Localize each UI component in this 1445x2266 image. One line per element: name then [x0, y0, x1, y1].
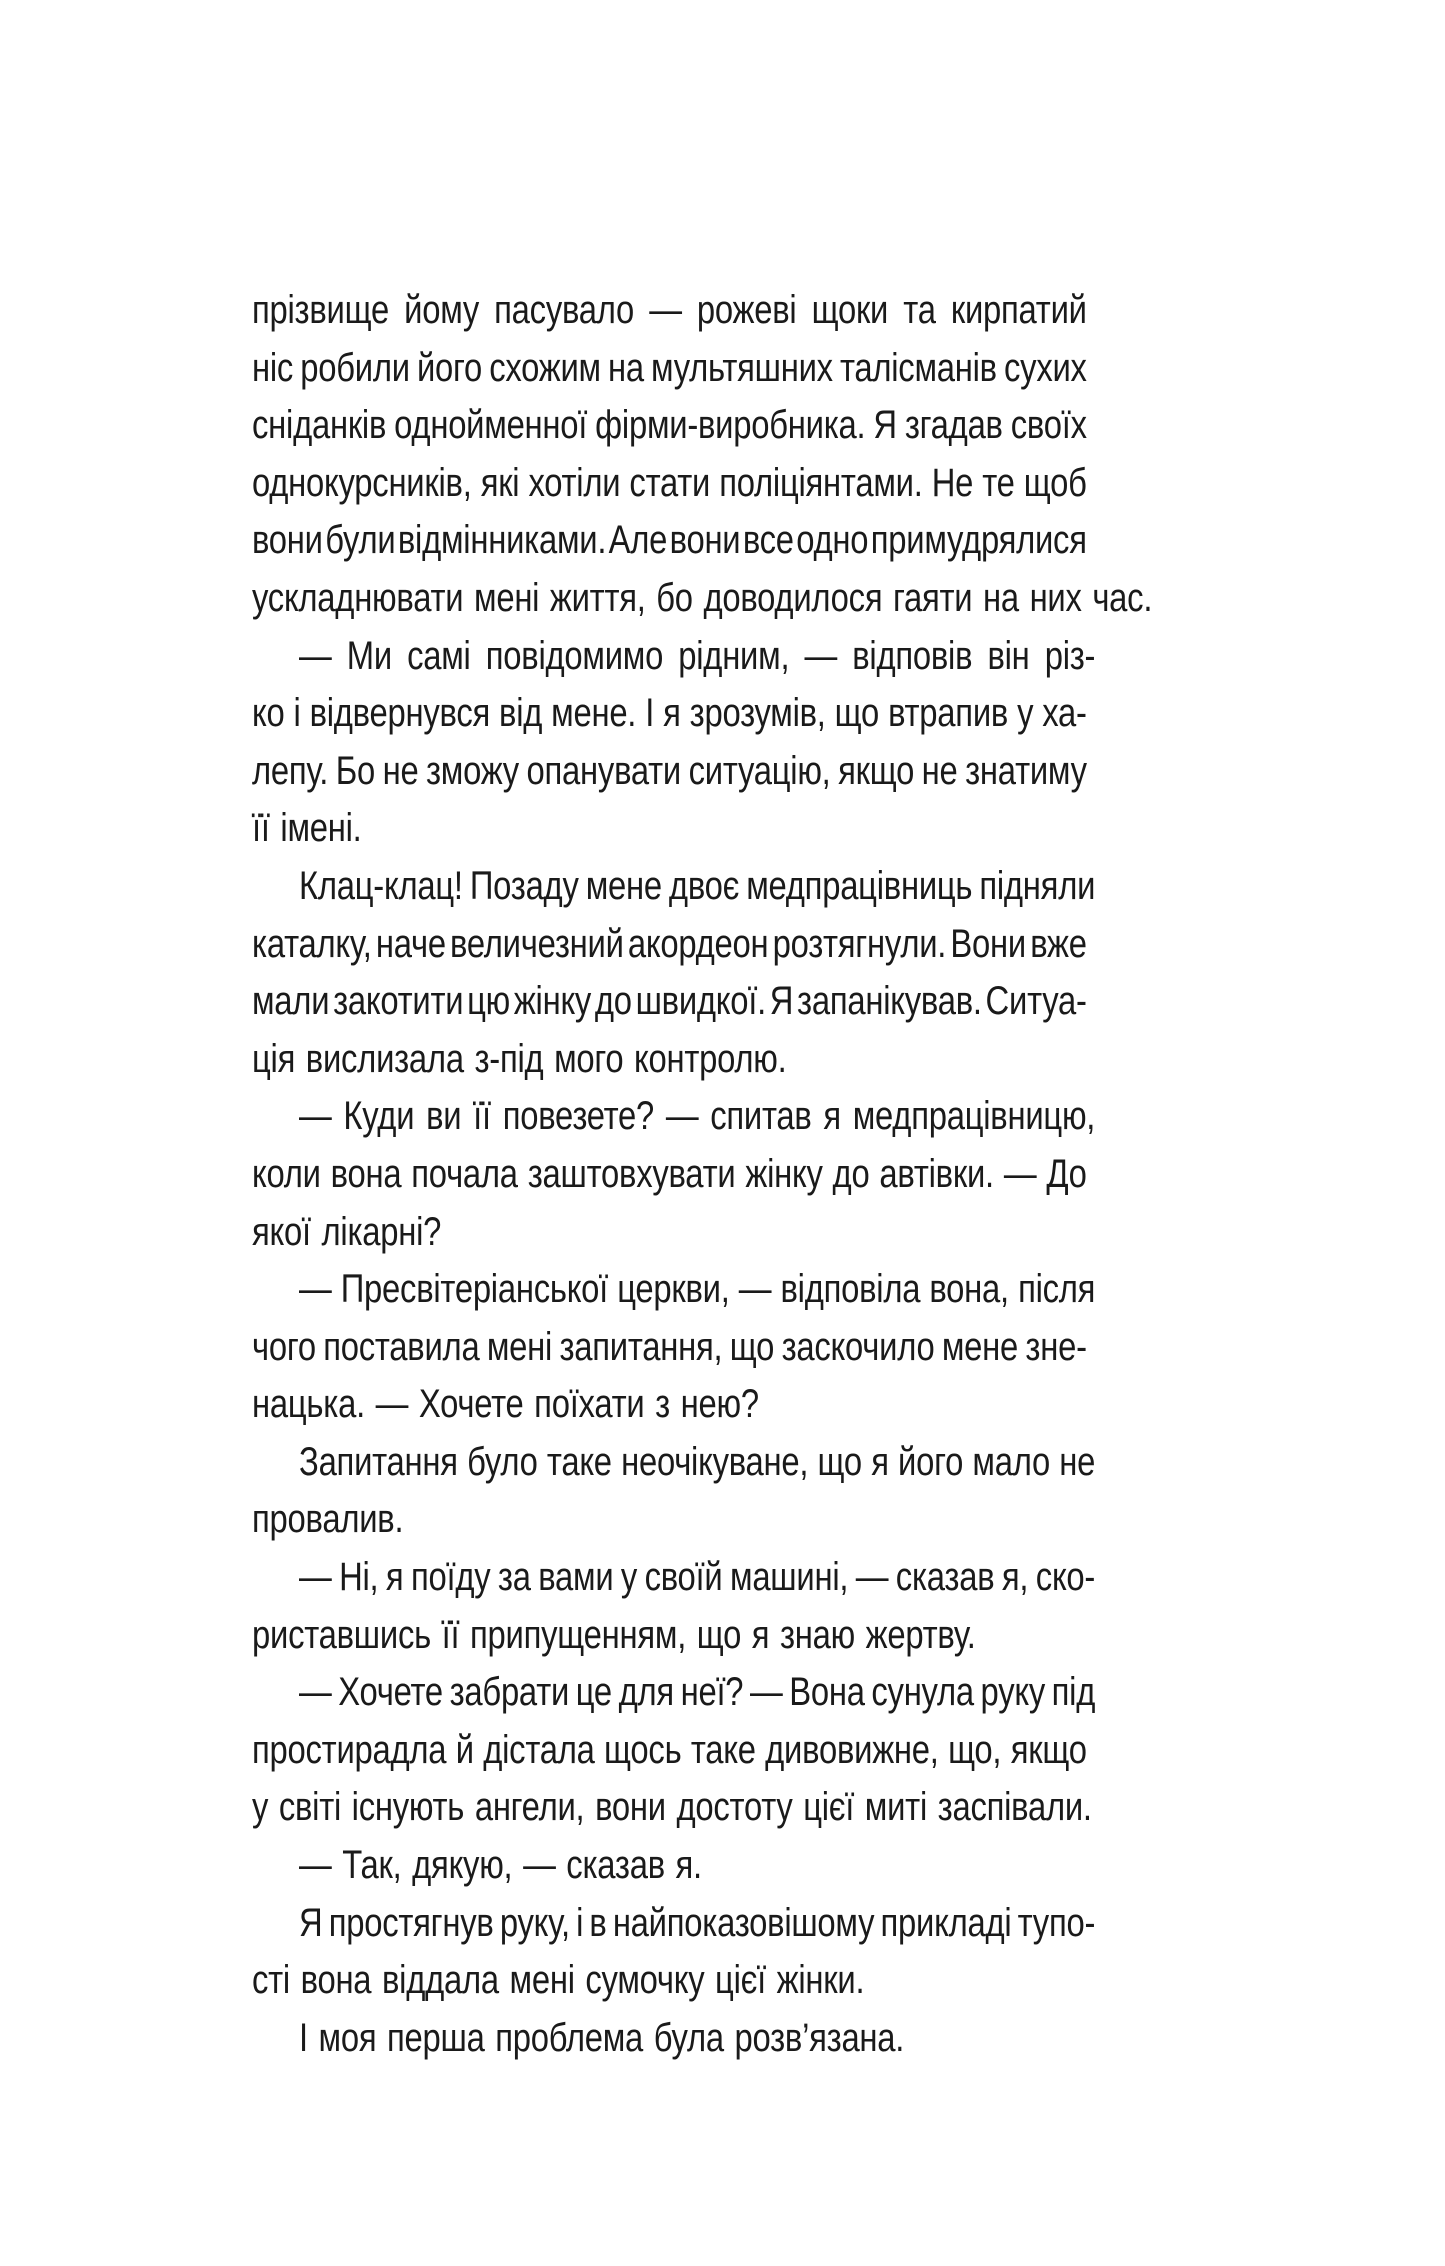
paragraph: [252, 628, 1270, 858]
text-line: нацька. — Хочете поїхати з нею?: [252, 1382, 759, 1427]
paragraph: [252, 858, 1270, 1088]
text-line: провалив.: [252, 1497, 404, 1542]
text-line: — Куди ви її повезете? — спитав я медпрацівницю,: [299, 1094, 1096, 1139]
text-line: її імені.: [252, 806, 362, 851]
paragraph: [252, 1837, 1270, 1895]
text-line: — Ні, я поїду за вами у своїй машині, — сказав я, ско-: [299, 1555, 1096, 1600]
text-line: — Хочете забрати це для неї? — Вона сунула руку під: [299, 1670, 1096, 1715]
paragraph: [252, 1261, 1270, 1434]
text-line: сті вона віддала мені сумочку цієї жінки.: [252, 1958, 865, 2003]
text-line: І моя перша проблема була розв’язана.: [299, 2015, 905, 2060]
text-line: ко і відвернувся від мене. І я зрозумів, що втрапив у ха-: [252, 691, 1087, 736]
text-line: ція вислизала з-під мого контролю.: [252, 1036, 787, 1081]
text-line: прізвище йому пасувало — рожеві щоки та кирпатий: [252, 288, 1087, 332]
paragraph: [252, 1434, 1270, 1549]
text-line: риставшись її припущенням, що я знаю жертву.: [252, 1612, 976, 1657]
text-line: простирадла й дістала щось таке дивовижне, що, якщо: [252, 1727, 1087, 1772]
text-line: якої лікарні?: [252, 1209, 442, 1254]
text-line: у світі існують ангели, вони достоту цієї миті заспівали.: [252, 1785, 1092, 1830]
text-line: лепу. Бо не зможу опанувати ситуацію, якщо не знатиму: [252, 748, 1087, 793]
text-line: сніданків однойменної фірми-виробника. Я згадав своїх: [252, 403, 1087, 448]
text-line: Клац-клац! Позаду мене двоє медпрацівниць підняли: [299, 863, 1096, 908]
text-line: ніс робили його схожим на мультяшних талісманів сухих: [252, 345, 1087, 390]
text-line: — Так, дякую, — сказав я.: [299, 1843, 702, 1888]
paragraph: [252, 282, 1270, 628]
book-page-text: [252, 282, 1270, 2067]
text-line: коли вона почала заштовхувати жінку до автівки. — До: [252, 1151, 1087, 1196]
text-line: — Пресвітеріанської церкви, — відповіла вона, після: [299, 1267, 1096, 1312]
paragraph: [252, 2010, 1270, 2068]
text-line: однокурсників, які хотіли стати поліціянтами. Не те щоб: [252, 460, 1087, 505]
text-line: Запитання було таке неочікуване, що я його мало не: [299, 1439, 1096, 1484]
text-line: каталку, наче величезний акордеон розтягнули. Вони вже: [252, 921, 1087, 966]
text-line: чого поставила мені запитання, що заскочило мене зне-: [252, 1324, 1087, 1369]
paragraph: [252, 1664, 1270, 1837]
text-line: ускладнювати мені життя, бо доводилося гаяти на них час.: [252, 575, 1153, 620]
text-line: Я простягнув руку, і в найпоказовішому прикладі тупо-: [299, 1900, 1096, 1945]
text-line: — Ми самі повідомимо рідним, — відповів він різ-: [299, 633, 1096, 678]
paragraph: [252, 1895, 1270, 2010]
text-line: мали закотити цю жінку до швидкої. Я запанікував. Ситуа-: [252, 979, 1087, 1024]
paragraph: [252, 1549, 1270, 1664]
paragraph: [252, 1088, 1270, 1261]
text-line: вони були відмінниками. Але вони все одно примудрялися: [252, 518, 1087, 563]
